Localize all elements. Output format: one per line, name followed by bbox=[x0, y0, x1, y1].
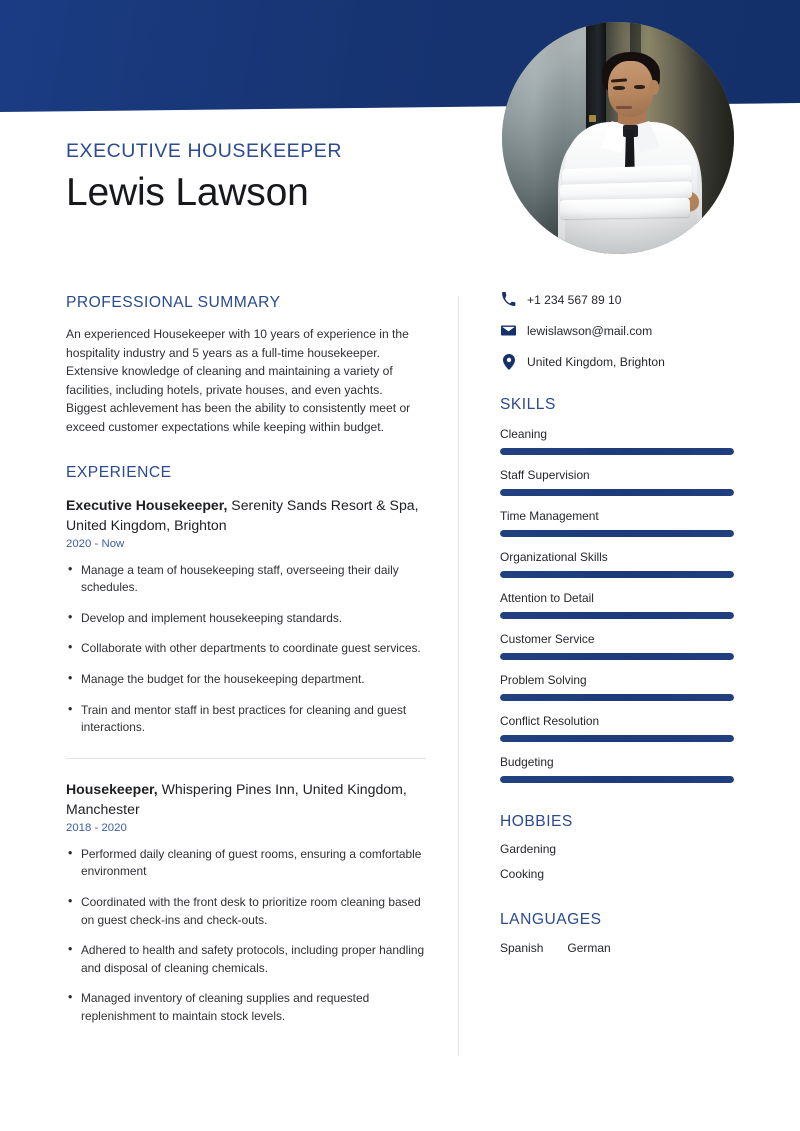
bullet-item: • Coordinated with the front desk to prioritize room cleaning based on guest check-ins and check-outs. bbox=[66, 894, 426, 929]
skill-bar-track bbox=[500, 735, 734, 742]
skill-label: Conflict Resolution bbox=[500, 714, 600, 728]
skill-item bbox=[500, 632, 740, 660]
name-block bbox=[66, 140, 342, 215]
skill-bar-fill bbox=[500, 776, 734, 783]
bullet-item: • Collaborate with other departments to coordinate guest services. bbox=[66, 640, 426, 658]
skill-label: Cleaning bbox=[500, 427, 547, 441]
skill-bar-track bbox=[500, 612, 734, 619]
skill-bar-fill bbox=[500, 448, 734, 455]
summary-text: An experienced Housekeeper with 10 years of experience in the hospitality industry and 5 years as a full-time housekeeper. Extensive knowledge of cleaning and maintaining a variety of facilities, including hotels, private houses, and even yachts. Biggest achlevement has been the ability to consistently meet or exceed customer expectations while keeping within budget. bbox=[66, 327, 411, 434]
skill-bar-fill bbox=[500, 571, 734, 578]
hobby-item: Cooking bbox=[500, 867, 545, 881]
skill-bar-track bbox=[500, 489, 734, 496]
contact-row-location[interactable] bbox=[500, 353, 740, 370]
left-column bbox=[66, 294, 426, 1025]
section-heading-languages: LANGUAGES bbox=[500, 911, 602, 928]
skill-label: Organizational Skills bbox=[500, 550, 608, 564]
skill-item bbox=[500, 714, 740, 742]
skill-label: Attention to Detail bbox=[500, 591, 594, 605]
contact-email-value: lewislawson@mail.com bbox=[527, 323, 653, 338]
experience-dates: 2018 - 2020 bbox=[66, 821, 127, 834]
skill-item bbox=[500, 468, 740, 496]
skill-label: Problem Solving bbox=[500, 673, 587, 687]
experience-bullets bbox=[66, 846, 426, 1026]
phone-icon bbox=[500, 291, 517, 308]
bullet-item: • Develop and implement housekeeping standards. bbox=[66, 610, 426, 628]
skill-item bbox=[500, 509, 740, 537]
bullet-item: • Managed inventory of cleaning supplies and requested replenishment to maintain stock levels. bbox=[66, 990, 426, 1025]
contact-row-phone[interactable] bbox=[500, 291, 740, 308]
location-pin-icon bbox=[500, 353, 517, 370]
photo-scene bbox=[502, 22, 734, 254]
skill-bar-track bbox=[500, 571, 734, 578]
skill-bar-fill bbox=[500, 489, 734, 496]
section-heading-hobbies: HOBBIES bbox=[500, 813, 573, 830]
skill-item bbox=[500, 673, 740, 701]
skill-bar-track bbox=[500, 653, 734, 660]
skill-item bbox=[500, 550, 740, 578]
skill-bar-track bbox=[500, 694, 734, 701]
section-heading-summary: PROFESSIONAL SUMMARY bbox=[66, 294, 281, 311]
bullet-item: • Manage the budget for the housekeeping department. bbox=[66, 671, 426, 689]
contact-location-value: United Kingdom, Brighton bbox=[527, 354, 665, 369]
bullet-item: • Performed daily cleaning of guest rooms, ensuring a comfortable environment bbox=[66, 846, 426, 881]
languages-list bbox=[500, 941, 740, 955]
right-column bbox=[500, 291, 740, 955]
skills-list bbox=[500, 427, 740, 783]
skill-label: Budgeting bbox=[500, 755, 554, 769]
experience-dates: 2020 - Now bbox=[66, 537, 125, 550]
skill-item bbox=[500, 427, 740, 455]
skill-bar-fill bbox=[500, 612, 734, 619]
experience-role: Executive Housekeeper, bbox=[66, 496, 228, 513]
skill-bar-track bbox=[500, 776, 734, 783]
job-title: EXECUTIVE HOUSEKEEPER bbox=[66, 140, 342, 162]
hobbies-list bbox=[500, 842, 740, 881]
contact-phone-value: +1 234 567 89 10 bbox=[527, 292, 622, 307]
skill-label: Customer Service bbox=[500, 632, 595, 646]
skill-item bbox=[500, 755, 740, 783]
bullet-item: • Adhered to health and safety protocols, including proper handling and disposal of cleaning chemicals. bbox=[66, 942, 426, 977]
contact-list bbox=[500, 291, 740, 370]
contact-row-email[interactable] bbox=[500, 322, 740, 339]
skill-label: Staff Supervision bbox=[500, 468, 590, 482]
skill-bar-fill bbox=[500, 694, 734, 701]
skill-bar-track bbox=[500, 530, 734, 537]
experience-bullets bbox=[66, 562, 426, 737]
bullet-item: • Manage a team of housekeeping staff, overseeing their daily schedules. bbox=[66, 562, 426, 597]
bullet-item: • Train and mentor staff in best practices for cleaning and guest interactions. bbox=[66, 702, 426, 737]
experience-entry bbox=[66, 779, 426, 1026]
section-heading-skills: SKILLS bbox=[500, 396, 556, 413]
skill-bar-fill bbox=[500, 735, 734, 742]
experience-company: Whispering Pines Inn, United Kingdom, Manchester bbox=[66, 780, 407, 817]
envelope-icon bbox=[500, 322, 517, 339]
experience-entry bbox=[66, 495, 426, 737]
section-heading-experience: EXPERIENCE bbox=[66, 463, 172, 481]
hobby-item: Gardening bbox=[500, 842, 557, 856]
skill-bar-track bbox=[500, 448, 734, 455]
experience-role: Housekeeper, bbox=[66, 780, 158, 797]
experience-divider bbox=[66, 758, 426, 759]
experience-company: Serenity Sands Resort & Spa, United Kingdom, Brighton bbox=[66, 496, 419, 533]
experience-header bbox=[66, 779, 426, 819]
skill-label: Time Management bbox=[500, 509, 599, 523]
candidate-name: Lewis Lawson bbox=[66, 171, 309, 214]
language-item: German bbox=[567, 941, 611, 955]
language-item: Spanish bbox=[500, 941, 544, 955]
column-divider bbox=[458, 296, 459, 1056]
skill-bar-fill bbox=[500, 653, 734, 660]
experience-header bbox=[66, 495, 426, 535]
skill-bar-fill bbox=[500, 530, 734, 537]
profile-photo bbox=[502, 22, 734, 254]
skill-item bbox=[500, 591, 740, 619]
